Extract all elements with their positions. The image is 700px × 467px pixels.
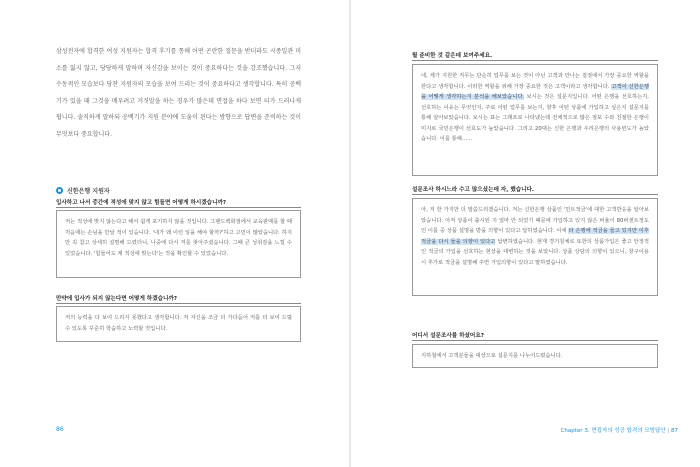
footer-separator: |: [667, 428, 670, 434]
answer-box-1-left: [56, 210, 301, 278]
question-underline: [412, 340, 658, 341]
bullet-circle-icon: [56, 187, 63, 194]
highlighted-text: 타 은행에 적금을 들고 있지만 이후 적금을 다시 들을 의향이 있다고: [421, 228, 649, 245]
question-1-left: 입사하고 나서 중간에 적성에 맞지 않고 힘들면 어떻게 하시겠습니까?: [56, 200, 227, 206]
page-number-left: 86: [56, 426, 64, 433]
question-underline: [56, 303, 301, 304]
answer-box-1-right: [412, 64, 658, 176]
question-underline: [56, 207, 301, 208]
answer-text: 아, 저 한 가지만 더 말씀드리겠습니다. 저는 신한은행 상품인 '민트적금'에 대한 고객반응을 알아보았습니다. 아직 상품이 출시된 지 얼마 안 되었기 때문에 가입하고 있지 않은 비율이 80퍼센트정도인 이를 중 상품 설명을 받을 의향이 있다고 답하였습니다. 이에: [421, 207, 649, 234]
answer-text: 답변하였습니다. 현재 경기침체로 또한의 상품가입은 좋고 안정적인 적금의 가입을 선호하는 현상을 대변하는 것을 보았니다. 상품 상담의 의향이 있으니, 창구이용 시 추가로 적금을 설명해 주면 가입의향이 있다고 말하였습니다.: [421, 238, 649, 266]
question-1-right: 뭘 준비한 것 같은데 보여주세요.: [412, 53, 493, 59]
answer-text: 보시는 것은 설문지입니다. 어떤 은행을 선호하는지, 선호하는 이유는 무엇인지, 주로 어떤 업무를 보는지, 향후 어떤 상품에 가입하고 싶은지 설문지를 통해 알아보았습니다. 보시는 표는 그래프로 나타냈는데 전체적으로 많은 점포 수와 친절한 은행이미지로 국민은행이 선호도가 높았습니다. 그리고 20대는 신한 은행과 우리은행의 사용빈도가 높았습니다. 이를 통해……: [421, 94, 649, 142]
interviewee-heading: [56, 186, 110, 195]
question-underline: [412, 194, 658, 195]
page-number-right: 87: [671, 428, 678, 434]
answer-box-2-right: [412, 198, 658, 296]
question-2-left: 만약에 입사가 되지 않는다면 어떻게 하겠습니까?: [56, 296, 178, 302]
chapter-title: Chapter 3. 면접자의 성공 합격의 모범답안: [560, 428, 666, 434]
answer-box-3-right: [412, 344, 658, 368]
answer-text: 저의 능력을 다 보여 드리지 못했다고 생각합니다. 저 자신을 조금 더 가다듬어 저를 더 보여 드릴 수 있도록 꾸준히 학습하고 노력할 것입니다.: [65, 315, 292, 332]
question-3-right: 어디서 설문조사를 하셨어요?: [412, 333, 484, 339]
interviewee-label: 신한은행 지원자: [67, 188, 110, 195]
answer-text: 지하철에서 고객분들을 대상으로 설문지를 나누어드렸습니다.: [421, 353, 563, 359]
answer-text: 네, 제가 지원한 직무는 단순히 업무를 보는 것이 아닌 고객과 만나는 접점에서 가장 중요한 역할을 한다고 생각합니다. 이러한 역할을 위해 가장 중요한 것은 고객이라고 생각합니다.: [421, 73, 649, 90]
answer-box-2-left: [56, 306, 301, 342]
intro-paragraph: 삼성전자에 합격한 여성 지원자는 합격 후기를 통해 어떤 곤란한 질문을 받더라도 시종일관 미소를 잃지 않고, 당당하게 말하며 자신감을 보이는 것이 중요하다는 것을 강조했습니다. 그저 수동적인 모습보다 당찬 지원자의 모습을 보여 드리는 것이 중요하다고 생각합니다. 특히 공백기가 있을 때 그것을 메우려고 거짓말을 하는 경우가 많은데 면접을 하다 보면 티가 드러나게 됩니다. 솔직하게 말하되 공백기가 지원 분야에 도움이 된다는 방향으로 답변을 준비하는 것이 무엇보다 중요합니다.: [56, 48, 301, 138]
question-2-right: 설문조사 하시느라 수고 많으셨는데 자, 했습니다.: [412, 187, 535, 193]
chapter-footer: [561, 426, 678, 434]
question-underline: [412, 60, 658, 61]
highlighted-text: 고객이 신한은행을 어떻게 생각하는지 분석을 해보았습니다.: [421, 83, 649, 100]
answer-text: 저는 적성에 맞지 않는다고 해서 쉽게 포기하지 않을 것입니다. 그랜드백화점에서 교육판매를 할 때 처음에는 손님을 만날 적이 있습니다. '내가 왜 이런 일을 해야 할까?'하고 고민이 많았습니다. 하지만 꼭 참고 상세히 설명해 드렸더니, 나중에 다시 저를 찾아주셨습니다. 그때 큰 성취감을 느낄 수 있었습니다. '힘들어도 제 적성에 맞는다'는 것을 확인할 수 있었습니다.: [65, 219, 292, 257]
right-page: [350, 0, 700, 467]
